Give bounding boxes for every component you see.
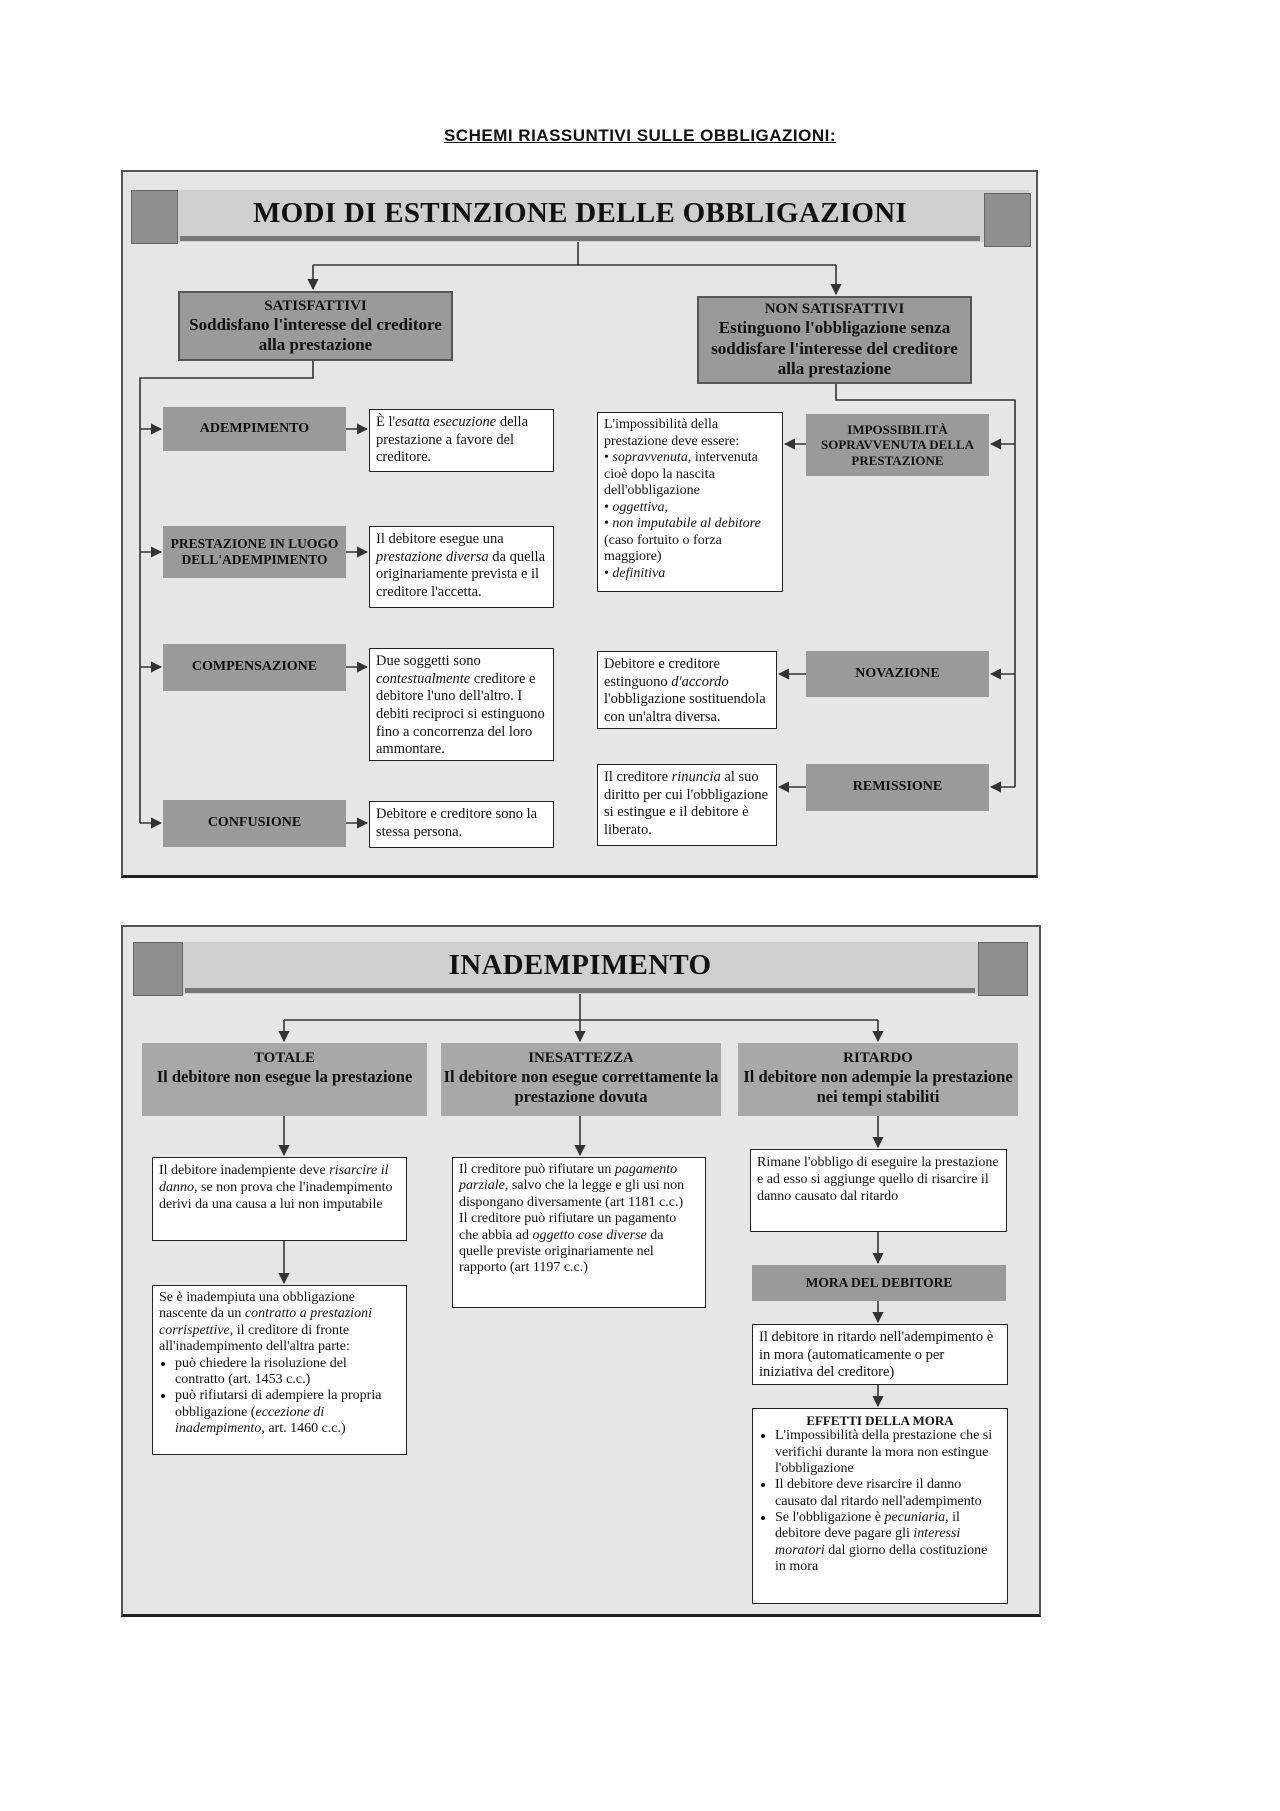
impossibilita-description: L'impossibilità della prestazione deve essere: • sopravvenuta, intervenuta cioè dopo la nascita dell'obbligazione • oggettiva, • non imputabile al debitore (caso fortuito o forza maggiore) • definitiva: [597, 412, 783, 592]
novazione-description: Debitore e creditore estinguono d'accordo l'obbligazione sostituendola con un'altra diversa.: [597, 651, 777, 729]
mora-del-debitore-label: MORA DEL DEBITORE: [752, 1265, 1006, 1301]
effetto-interessi: • Se l'obbligazione è pecuniaria, il debitore deve pagare gli interessi moratori dal giorno della costituzione in mora: [775, 1510, 1001, 1576]
totale-label: TOTALE: [253, 1050, 316, 1066]
compensazione-label: COMPENSAZIONE: [163, 644, 346, 691]
inesattezza-rifiuto-box: Il creditore può rifiutare un pagamento parziale, salvo che la legge e gli usi non dispongano diversamente (art 1181 c.c.) Il creditore può rifiutare un pagamento che abbia ad oggetto cose diverse da quelle previste originariamente nel rapporto (art 1197 c.c.): [452, 1157, 706, 1308]
eccezione-item: • può rifiutarsi di adempiere la propria obbligazione (eccezione di inadempimento, art. 1460 c.c.): [175, 1388, 400, 1437]
diagram-inadempimento-title: INADEMPIMENTO: [448, 949, 712, 981]
remissione-label: REMISSIONE: [806, 764, 989, 811]
inesattezza-label: INESATTEZZA: [528, 1050, 634, 1066]
adempimento-label: ADEMPIMENTO: [163, 407, 346, 451]
prestazione-in-luogo-label: PRESTAZIONE IN LUOGO DELL'ADEMPIMENTO: [163, 526, 346, 578]
ritardo-mora-box: Il debitore in ritardo nell'adempimento è in mora (automaticamente o per iniziativa del creditore): [752, 1324, 1008, 1385]
non-satisfattivi-label: NON SATISFATTIVI: [764, 301, 905, 318]
inesattezza-description: Il debitore non esegue correttamente la prestazione dovuta: [443, 1067, 719, 1106]
compensazione-description: Due soggetti sono contestualmente creditore e debitore l'uno dell'altro. I debiti reciproci si estinguono fino a concorrenza del loro ammontare.: [369, 648, 554, 761]
ritardo-description: Il debitore non adempie la prestazione nei tempi stabiliti: [743, 1067, 1013, 1106]
left-trunk: [140, 361, 313, 823]
right-trunk: [836, 384, 1015, 787]
effetto-risarcimento: • Il debitore deve risarcire il danno causato dal ritardo nell'adempimento: [775, 1477, 1001, 1510]
confusione-description: Debitore e creditore sono la stessa persona.: [369, 801, 554, 848]
diagram-estinzione-title: MODI DI ESTINZIONE DELLE OBBLIGAZIONI: [252, 197, 908, 229]
ritardo-obbligo-box: Rimane l'obbligo di eseguire la prestazione e ad esso si aggiunge quello di risarcire il danno causato dal ritardo: [750, 1149, 1007, 1232]
effetto-impossibilita: • L'impossibilità della prestazione che si verifichi durante la mora non estingue l'obbligazione: [775, 1428, 1001, 1477]
satisfattivi-label: SATISFATTIVI: [264, 297, 367, 314]
satisfattivi-description: Soddisfano l'interesse del creditore alla prestazione: [189, 314, 442, 354]
impossibilita-label: IMPOSSIBILITÀ SOPRAVVENUTA DELLA PRESTAZIONE: [806, 414, 989, 476]
novazione-label: NOVAZIONE: [806, 651, 989, 697]
ritardo-label: RITARDO: [843, 1050, 913, 1066]
risoluzione-item: • può chiedere la risoluzione del contratto (art. 1453 c.c.): [175, 1356, 400, 1389]
prestazione-in-luogo-description: Il debitore esegue una prestazione diversa da quella originariamente prevista e il creditore l'accetta.: [369, 526, 554, 608]
non-satisfattivi-description: Estinguono l'obbligazione senza soddisfare l'interesse del creditore alla prestazione: [711, 318, 958, 379]
confusione-label: CONFUSIONE: [163, 800, 346, 847]
totale-description: Il debitore non esegue la prestazione: [156, 1067, 413, 1086]
totale-contratto-box: Se è inadempiuta una obbligazione nascente da un contratto a prestazioni corrispettive, il creditore di fronte all'inadempimento dell'altra parte: • può chiedere la risoluzione del contratto (art. 1453 c.c.) • può rifiutarsi di adempiere la propria obbligazione (eccezione di inadempimento, art. 1460 c.c.): [152, 1285, 407, 1455]
totale-risarcimento-box: Il debitore inadempiente deve risarcire il danno, se non prova che l'inadempimento derivi da una causa a lui non imputabile: [152, 1157, 407, 1241]
document-title: SCHEMI RIASSUNTIVI SULLE OBBLIGAZIONI:: [443, 126, 837, 145]
effetti-title: EFFETTI DELLA MORA: [806, 1413, 954, 1428]
remissione-description: Il creditore rinuncia al suo diritto per cui l'obbligazione si estingue e il debitore è liberato.: [597, 764, 777, 846]
adempimento-description: È l'esatta esecuzione della prestazione a favore del creditore.: [369, 409, 554, 472]
